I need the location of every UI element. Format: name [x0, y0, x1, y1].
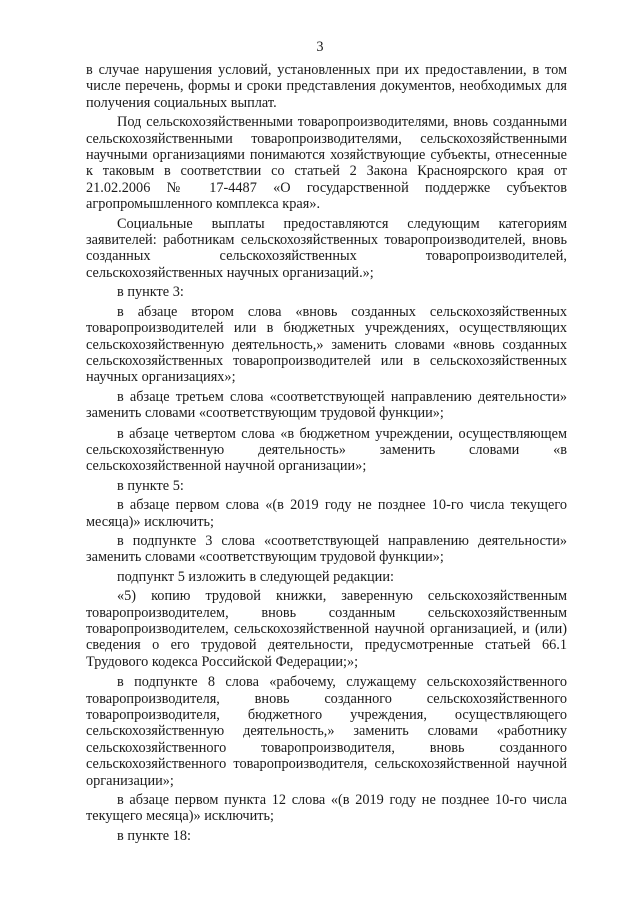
paragraph-point-3-para-3: в абзаце третьем слова «соответствующей направлению деятельности» заменить словами «соответствующим трудовой функции»;	[86, 388, 567, 422]
paragraph-point-3-para-4: в абзаце четвертом слова «в бюджетном учреждении, осуществляющем сельскохозяйственную деятельность» заменить словами «в сельскохозяйственной научной организации»;	[86, 425, 567, 475]
paragraph-continuation: в случае нарушения условий, установленных при их предоставлении, в том числе перечень, формы и сроки представления документов, необходимых для получения социальных выплат.	[86, 62, 567, 111]
paragraph-sub-5-text: «5) копию трудовой книжки, заверенную сельскохозяйственным товаропроизводителем, вновь созданным сельскохозяйственным товаропроизводителем, сельскохозяйственной научной организацией, и (или) сведения о его трудовой деятельности, предусмотренные статьей 66.1 Трудового кодекса Российской Федерации;»;	[86, 588, 567, 670]
paragraph-definition: Под сельскохозяйственными товаропроизводителями, вновь созданными сельскохозяйственными товаропроизводителями, сельскохозяйственными научными организациями понимаются хозяйствующие субъекты, отнесенные к таковым в соответствии со статьей 2 Закона Красноярского края от 21.02.2006 № 17-4487 «О государственной поддержке субъектов агропромышленного комплекса края».	[86, 114, 567, 213]
paragraph-point-12: в абзаце первом пункта 12 слова «(в 2019 году не позднее 10-го числа текущего месяца)» исключить;	[86, 792, 567, 825]
paragraph-point-5-sub-8: в подпункте 8 слова «рабочему, служащему сельскохозяйственного товаропроизводителя, вновь созданного сельскохозяйственного товаропроизводителя, бюджетного учреждения, осуществляющего сельскохозяйственную деятельность,» заменить словами «работнику сельскохозяйственного товаропроизводителя, вновь созданного сельскохозяйственного товаропроизводителя, сельскохозяйственной научной организации»;	[86, 674, 567, 789]
paragraph-point-5-para-1: в абзаце первом слова «(в 2019 году не позднее 10-го числа текущего месяца)» исключить;	[86, 497, 567, 530]
paragraph-point-3: в пункте 3:	[117, 284, 184, 301]
paragraph-point-5-sub-5: подпункт 5 изложить в следующей редакции:	[117, 568, 394, 585]
paragraph-social-payments: Социальные выплаты предоставляются следующим категориям заявителей: работникам сельскохозяйственных товаропроизводителей, вновь созданных сельскохозяйственных товаропроизводителей, сельскохозяйственных научных организаций.»;	[86, 215, 567, 281]
paragraph-point-18: в пункте 18:	[117, 827, 191, 844]
paragraph-point-5-sub-3: в подпункте 3 слова «соответствующей направлению деятельности» заменить словами «соответствующим трудовой функции»;	[86, 532, 567, 566]
page-number: 3	[316, 39, 324, 55]
paragraph-point-3-para-2: в абзаце втором слова «вновь созданных сельскохозяйственных товаропроизводителей или в бюджетных учреждениях, осуществляющих сельскохозяйственную деятельность,» заменить словами «вновь созданных сельскохозяйственных товаропроизводителей или в сельскохозяйственных научных организациях»;	[86, 303, 567, 386]
paragraph-point-5: в пункте 5:	[117, 477, 184, 494]
document-body	[86, 62, 567, 844]
